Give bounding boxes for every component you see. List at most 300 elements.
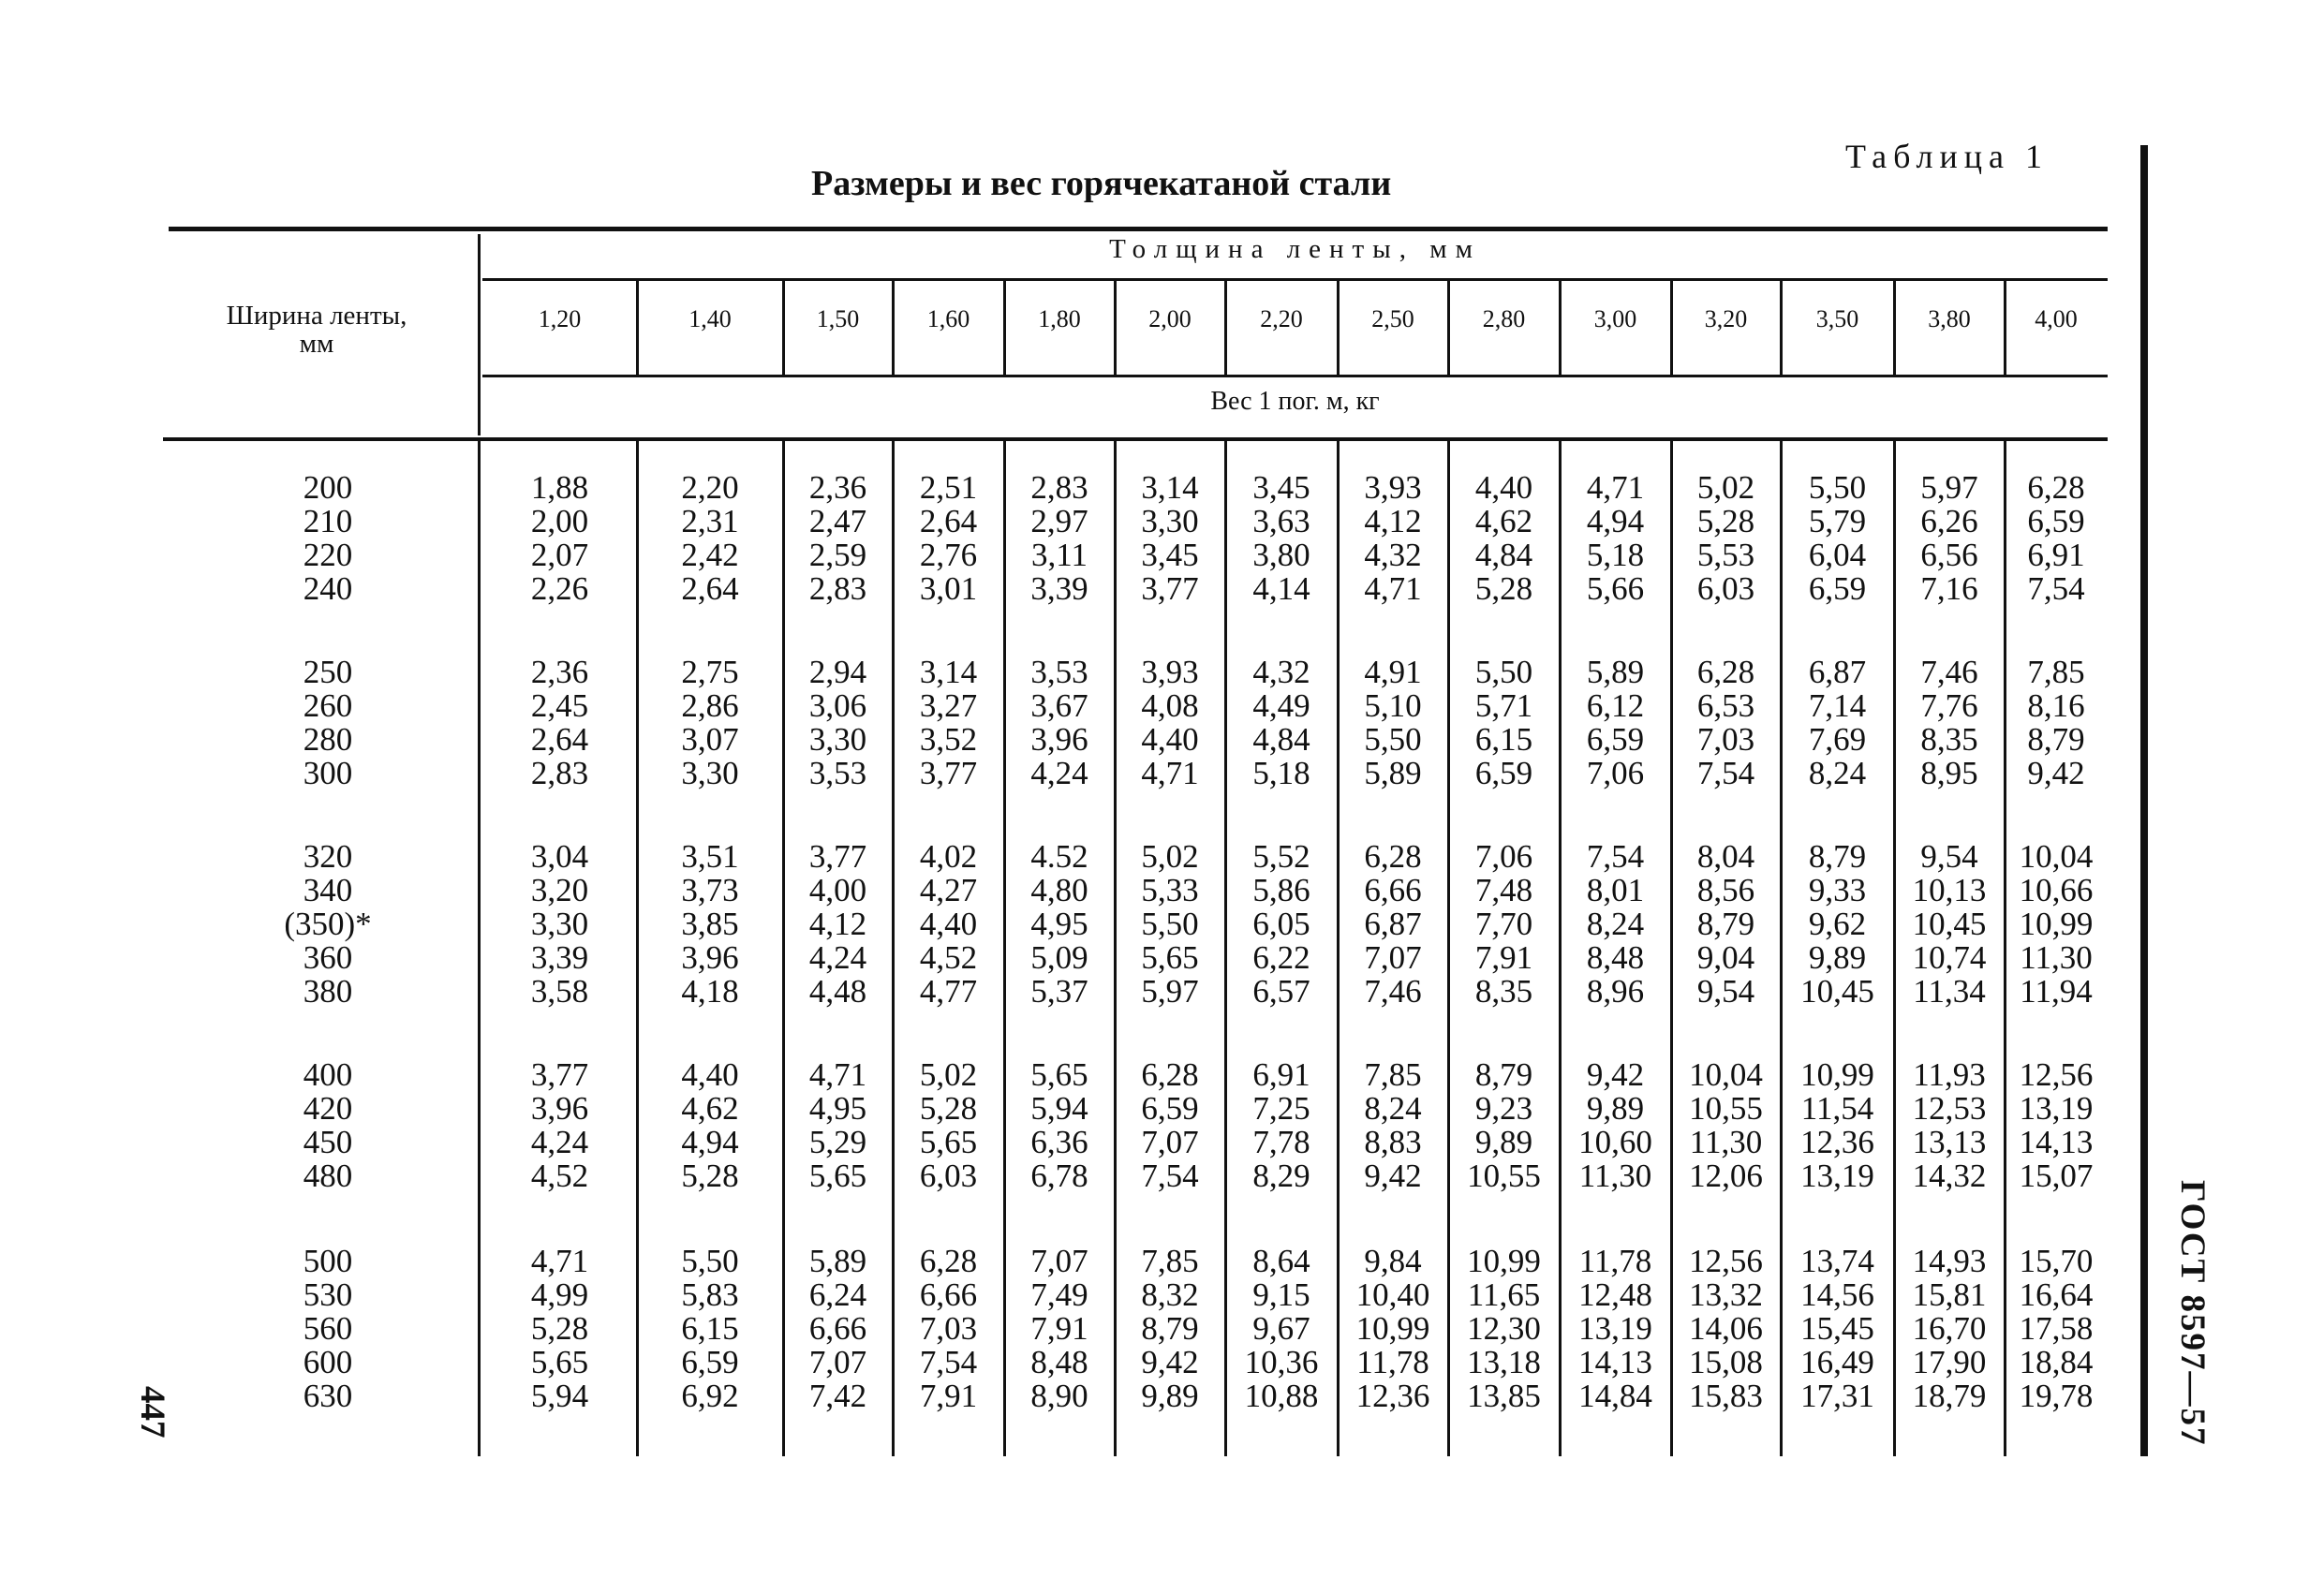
weight-value: 4,32 <box>1252 654 1310 690</box>
page-number: 447 <box>133 1386 171 1438</box>
weight-value: 6,28 <box>1696 654 1755 690</box>
weight-value: 6,12 <box>1586 687 1645 724</box>
body-column-rule <box>636 440 639 1456</box>
weight-value: 6,91 <box>2027 537 2085 573</box>
body-column-rule <box>1224 440 1227 1456</box>
weight-value: 6,59 <box>2027 503 2085 539</box>
weight-value: 2,36 <box>530 654 589 690</box>
thickness-cell: 1,60 <box>926 305 970 332</box>
weight-value: 7,70 <box>1474 906 1533 942</box>
width-value: 260 <box>303 687 353 724</box>
weight-value: 9,15 <box>1252 1276 1310 1313</box>
weight-value: 9,54 <box>1696 973 1755 1010</box>
weight-value: 6,92 <box>681 1378 739 1414</box>
weight-value: 11,30 <box>1689 1124 1763 1160</box>
weight-value: 6,59 <box>1808 570 1867 607</box>
weight-value: 13,32 <box>1689 1276 1763 1313</box>
header-column-rule <box>1114 281 1117 375</box>
weight-value: 14,13 <box>1578 1344 1652 1380</box>
weight-value: 4,00 <box>808 872 867 908</box>
thickness-cell: 1,50 <box>816 305 860 332</box>
weight-value: 16,70 <box>1912 1310 1987 1347</box>
weight-value: 10,04 <box>1689 1056 1763 1093</box>
header-mid-rule <box>482 278 2108 281</box>
weight-value: 5,94 <box>530 1378 589 1414</box>
weight-value: 8,90 <box>1030 1378 1088 1414</box>
weight-value: 6,56 <box>1920 537 1978 573</box>
thickness-cell: 4,00 <box>2035 305 2078 332</box>
weight-value: 8,24 <box>1364 1090 1422 1127</box>
weight-value: 6,28 <box>1141 1056 1199 1093</box>
weight-value: 10,13 <box>1912 872 1987 908</box>
weight-value: 2,83 <box>530 755 589 791</box>
weight-value: 8,35 <box>1474 973 1533 1010</box>
weight-value: 7,46 <box>1364 973 1422 1010</box>
weight-value: 5,97 <box>1141 973 1199 1010</box>
weight-value: 4,52 <box>919 939 978 976</box>
weight-value: 6,91 <box>1252 1056 1310 1093</box>
weight-value: 3,07 <box>681 721 739 758</box>
weight-value: 5,83 <box>681 1276 739 1313</box>
weight-value: 2,94 <box>808 654 867 690</box>
weight-value: 4,49 <box>1252 687 1310 724</box>
weight-value: 6,28 <box>2027 469 2085 506</box>
weight-value: 3,27 <box>919 687 978 724</box>
weight-value: 13,18 <box>1467 1344 1541 1380</box>
thickness-cell: 2,80 <box>1482 305 1526 332</box>
weight-value: 5,28 <box>1474 570 1533 607</box>
weight-value: 14,56 <box>1800 1276 1874 1313</box>
weight-value: 10,40 <box>1355 1276 1430 1313</box>
weight-value: 5,66 <box>1586 570 1645 607</box>
weight-value: 5,79 <box>1808 503 1867 539</box>
weight-value: 5,65 <box>919 1124 978 1160</box>
weight-value: 8,04 <box>1696 838 1755 875</box>
weight-value: 6,53 <box>1696 687 1755 724</box>
weight-value: 4,99 <box>530 1276 589 1313</box>
weight-value: 11,54 <box>1800 1090 1874 1127</box>
weight-value: 5,28 <box>681 1158 739 1194</box>
weight-value: 3,39 <box>1030 570 1088 607</box>
weight-value: 5,65 <box>530 1344 589 1380</box>
weight-value: 2,26 <box>530 570 589 607</box>
weight-value: 3,77 <box>808 838 867 875</box>
weight-value: 7,03 <box>919 1310 978 1347</box>
weight-value: 6,87 <box>1808 654 1867 690</box>
weight-value: 3,30 <box>530 906 589 942</box>
weight-value: 4,48 <box>808 973 867 1010</box>
weight-value: 4,24 <box>808 939 867 976</box>
weight-value: 17,31 <box>1800 1378 1874 1414</box>
thickness-cell: 2,00 <box>1148 305 1192 332</box>
weight-value: 9,89 <box>1141 1378 1199 1414</box>
weight-value: 6,03 <box>1696 570 1755 607</box>
weight-value: 10,99 <box>2019 906 2094 942</box>
width-value: 220 <box>303 537 353 573</box>
weight-value: 3,96 <box>530 1090 589 1127</box>
weight-value: 5,50 <box>1474 654 1533 690</box>
weight-value: 3,63 <box>1252 503 1310 539</box>
weight-value: 5,10 <box>1364 687 1422 724</box>
weight-value: 7,07 <box>1364 939 1422 976</box>
weight-value: 12,48 <box>1578 1276 1652 1313</box>
gost-code: ГОСТ 8597—57 <box>2173 1180 2212 1447</box>
weight-value: 4,71 <box>1141 755 1199 791</box>
weight-value: 6,59 <box>1141 1090 1199 1127</box>
weight-value: 4,62 <box>681 1090 739 1127</box>
weight-value: 9,23 <box>1474 1090 1533 1127</box>
weight-value: 5,65 <box>1030 1056 1088 1093</box>
weight-value: 3,52 <box>919 721 978 758</box>
weight-value: 14,93 <box>1912 1243 1987 1279</box>
weight-value: 3,96 <box>681 939 739 976</box>
width-value: 480 <box>303 1158 353 1194</box>
weight-value: 7,54 <box>1696 755 1755 791</box>
weight-value: 5,29 <box>808 1124 867 1160</box>
thickness-cell: 2,50 <box>1371 305 1414 332</box>
weight-value: 6,28 <box>1364 838 1422 875</box>
width-value: 300 <box>303 755 353 791</box>
width-value: 250 <box>303 654 353 690</box>
weight-value: 3,30 <box>681 755 739 791</box>
weight-value: 4,71 <box>808 1056 867 1093</box>
width-value: 340 <box>303 872 353 908</box>
weight-value: 14,13 <box>2019 1124 2094 1160</box>
weight-value: 11,78 <box>1578 1243 1652 1279</box>
weight-value: 4,12 <box>808 906 867 942</box>
weight-value: 10,74 <box>1912 939 1987 976</box>
weight-value: 8,29 <box>1252 1158 1310 1194</box>
weight-value: 7,54 <box>1586 838 1645 875</box>
weight-value: 2,00 <box>530 503 589 539</box>
weight-value: 7,06 <box>1474 838 1533 875</box>
weight-value: 12,06 <box>1689 1158 1763 1194</box>
weight-value: 2,75 <box>681 654 739 690</box>
weight-value: 9,84 <box>1364 1243 1422 1279</box>
weight-value: 14,84 <box>1578 1378 1652 1414</box>
weight-value: 8,01 <box>1586 872 1645 908</box>
weight-value: 9,89 <box>1474 1124 1533 1160</box>
weight-value: 7,48 <box>1474 872 1533 908</box>
header-column-rule <box>636 281 639 375</box>
weight-value: 15,83 <box>1689 1378 1763 1414</box>
width-value: 600 <box>303 1344 353 1380</box>
weight-value: 3,06 <box>808 687 867 724</box>
weight-value: 2,07 <box>530 537 589 573</box>
header-column-rule <box>892 281 895 375</box>
weight-value: 5,94 <box>1030 1090 1088 1127</box>
weight-value: 10,55 <box>1467 1158 1541 1194</box>
body-column-rule <box>1447 440 1450 1456</box>
header-divider <box>478 234 481 435</box>
weight-value: 4,94 <box>681 1124 739 1160</box>
weight-value: 4,77 <box>919 973 978 1010</box>
weight-value: 5,09 <box>1030 939 1088 976</box>
weight-value: 5,28 <box>919 1090 978 1127</box>
weight-value: 4,08 <box>1141 687 1199 724</box>
weight-value: 9,42 <box>1364 1158 1422 1194</box>
weight-value: 3,45 <box>1252 469 1310 506</box>
weight-value: 8,64 <box>1252 1243 1310 1279</box>
weight-value: 5,71 <box>1474 687 1533 724</box>
header-column-rule <box>1780 281 1783 375</box>
width-value: 560 <box>303 1310 353 1347</box>
weight-value: 16,64 <box>2019 1276 2094 1313</box>
body-column-rule <box>1780 440 1783 1456</box>
thickness-cell: 2,20 <box>1260 305 1303 332</box>
weight-value: 5,89 <box>808 1243 867 1279</box>
weight-value: 10,45 <box>1912 906 1987 942</box>
weight-value: 7,03 <box>1696 721 1755 758</box>
width-value: 530 <box>303 1276 353 1313</box>
weight-value: 14,32 <box>1912 1158 1987 1194</box>
weight-value: 8,32 <box>1141 1276 1199 1313</box>
weight-value: 8,48 <box>1586 939 1645 976</box>
weight-value: 8,79 <box>1474 1056 1533 1093</box>
body-column-rule <box>1559 440 1562 1456</box>
weight-value: 6,28 <box>919 1243 978 1279</box>
weight-value: 4,62 <box>1474 503 1533 539</box>
weight-value: 10,99 <box>1800 1056 1874 1093</box>
thickness-cell: 3,80 <box>1928 305 1971 332</box>
weight-value: 10,60 <box>1578 1124 1652 1160</box>
weight-value: 7,91 <box>919 1378 978 1414</box>
weight-value: 11,78 <box>1356 1344 1429 1380</box>
weight-value: 10,88 <box>1244 1378 1319 1414</box>
weight-value: 8,96 <box>1586 973 1645 1010</box>
thickness-cell: 1,20 <box>538 305 582 332</box>
weight-value: 13,19 <box>1578 1310 1652 1347</box>
weight-value: 5,50 <box>1141 906 1199 942</box>
body-column-rule <box>2004 440 2006 1456</box>
weight-value: 3,85 <box>681 906 739 942</box>
weight-value: 5,89 <box>1586 654 1645 690</box>
body-column-rule <box>782 440 785 1456</box>
weight-value: 12,56 <box>2019 1056 2094 1093</box>
width-value: (350)* <box>284 906 372 942</box>
weight-value: 4,95 <box>808 1090 867 1127</box>
weight-value: 8,79 <box>1696 906 1755 942</box>
weight-value: 4,12 <box>1364 503 1422 539</box>
weight-value: 5,65 <box>1141 939 1199 976</box>
weight-value: 3,77 <box>1141 570 1199 607</box>
weight-value: 5,50 <box>1808 469 1867 506</box>
weight-value: 3,30 <box>1141 503 1199 539</box>
weight-value: 2,47 <box>808 503 867 539</box>
weight-value: 4,14 <box>1252 570 1310 607</box>
weight-value: 9,89 <box>1586 1090 1645 1127</box>
weight-value: 10,36 <box>1244 1344 1319 1380</box>
weight-value: 13,19 <box>1800 1158 1874 1194</box>
weight-value: 4,94 <box>1586 503 1645 539</box>
width-value: 500 <box>303 1243 353 1279</box>
weight-value: 6,05 <box>1252 906 1310 942</box>
header-top-rule <box>169 227 2108 231</box>
weight-value: 13,19 <box>2019 1090 2094 1127</box>
weight-value: 3,77 <box>530 1056 589 1093</box>
weight-value: 13,85 <box>1467 1378 1541 1414</box>
weight-value: 9,42 <box>2027 755 2085 791</box>
weight-value: 4,18 <box>681 973 739 1010</box>
weight-value: 3,45 <box>1141 537 1199 573</box>
header-thickness-rule <box>482 375 2108 377</box>
thickness-cell: 1,40 <box>688 305 732 332</box>
weight-value: 7,07 <box>1030 1243 1088 1279</box>
weight-value: 8,79 <box>2027 721 2085 758</box>
weight-value: 15,70 <box>2019 1243 2094 1279</box>
body-column-rule <box>1670 440 1673 1456</box>
weight-value: 6,57 <box>1252 973 1310 1010</box>
weight-value: 3,93 <box>1141 654 1199 690</box>
weight-value: 7,54 <box>2027 570 2085 607</box>
weight-value: 11,93 <box>1913 1056 1986 1093</box>
weight-value: 7,46 <box>1920 654 1978 690</box>
weight-value: 10,55 <box>1689 1090 1763 1127</box>
weight-value: 7,69 <box>1808 721 1867 758</box>
weight-value: 13,13 <box>1912 1124 1987 1160</box>
weight-value: 8,56 <box>1696 872 1755 908</box>
weight-value: 2,86 <box>681 687 739 724</box>
weight-value: 7,85 <box>1364 1056 1422 1093</box>
weight-value: 16,49 <box>1800 1344 1874 1380</box>
weight-value: 5,86 <box>1252 872 1310 908</box>
weight-value: 8,79 <box>1141 1310 1199 1347</box>
thickness-cell: 3,50 <box>1815 305 1859 332</box>
width-value: 280 <box>303 721 353 758</box>
weight-value: 7,16 <box>1920 570 1978 607</box>
weight-value: 19,78 <box>2019 1378 2094 1414</box>
weight-value: 9,54 <box>1920 838 1978 875</box>
width-value: 450 <box>303 1124 353 1160</box>
weight-value: 14,06 <box>1689 1310 1763 1347</box>
weight-value: 3,96 <box>1030 721 1088 758</box>
weight-value: 7,14 <box>1808 687 1867 724</box>
weight-value: 8,79 <box>1808 838 1867 875</box>
header-column-rule <box>1337 281 1340 375</box>
weight-value: 7,85 <box>2027 654 2085 690</box>
header-column-rule <box>782 281 785 375</box>
weight-value: 4,52 <box>530 1158 589 1194</box>
weight-value: 17,90 <box>1912 1344 1987 1380</box>
weight-value: 3,51 <box>681 838 739 875</box>
weight-value: 6,59 <box>1586 721 1645 758</box>
weight-value: 2,76 <box>919 537 978 573</box>
weight-value: 5,33 <box>1141 872 1199 908</box>
weight-value: 9,42 <box>1141 1344 1199 1380</box>
weight-value: 5,52 <box>1252 838 1310 875</box>
width-value: 200 <box>303 469 353 506</box>
body-column-rule <box>892 440 895 1456</box>
body-width-rule <box>478 440 481 1456</box>
weight-value: 9,62 <box>1808 906 1867 942</box>
weight-value: 6,22 <box>1252 939 1310 976</box>
weight-value: 3,77 <box>919 755 978 791</box>
weight-value: 5,97 <box>1920 469 1978 506</box>
weight-value: 7,85 <box>1141 1243 1199 1279</box>
weight-value: 4,84 <box>1252 721 1310 758</box>
width-value: 420 <box>303 1090 353 1127</box>
weight-value: 3,67 <box>1030 687 1088 724</box>
weight-value: 2,45 <box>530 687 589 724</box>
width-value: 360 <box>303 939 353 976</box>
weight-value: 4,71 <box>1586 469 1645 506</box>
weight-value: 8,24 <box>1808 755 1867 791</box>
weight-value: 2,31 <box>681 503 739 539</box>
weight-value: 7,78 <box>1252 1124 1310 1160</box>
weight-value: 6,66 <box>808 1310 867 1347</box>
weight-value: 5,02 <box>919 1056 978 1093</box>
body-column-rule <box>1337 440 1340 1456</box>
weight-value: 10,66 <box>2019 872 2094 908</box>
weight-value: 11,65 <box>1467 1276 1541 1313</box>
weight-value: 12,53 <box>1912 1090 1987 1127</box>
weight-value: 7,07 <box>808 1344 867 1380</box>
weight-value: 6,24 <box>808 1276 867 1313</box>
weight-value: 3,58 <box>530 973 589 1010</box>
weight-value: 5,65 <box>808 1158 867 1194</box>
weight-value: 2,64 <box>681 570 739 607</box>
weight-value: 6,78 <box>1030 1158 1088 1194</box>
weight-value: 3,53 <box>808 755 867 791</box>
weight-value: 4,95 <box>1030 906 1088 942</box>
thickness-cell: 3,20 <box>1704 305 1748 332</box>
weight-value: 3,39 <box>530 939 589 976</box>
weight-value: 2,83 <box>808 570 867 607</box>
weight-value: 7,91 <box>1474 939 1533 976</box>
weight-value: 6,59 <box>681 1344 739 1380</box>
weight-value: 11,34 <box>1913 973 1986 1010</box>
weight-value: 10,99 <box>1467 1243 1541 1279</box>
header-column-rule <box>1893 281 1896 375</box>
weight-value: 9,89 <box>1808 939 1867 976</box>
weight-value: 5,18 <box>1252 755 1310 791</box>
header-column-rule <box>1559 281 1562 375</box>
weight-value: 11,94 <box>2020 973 2093 1010</box>
weight-value: 11,30 <box>2020 939 2093 976</box>
weight-value: 7,07 <box>1141 1124 1199 1160</box>
width-header-label: Ширина ленты, мм <box>226 301 407 359</box>
width-value: 240 <box>303 570 353 607</box>
weight-value: 18,84 <box>2019 1344 2094 1380</box>
table-title: Размеры и вес горячекатаной стали <box>811 164 1392 203</box>
weight-value: 2,51 <box>919 469 978 506</box>
weight-value: 5,37 <box>1030 973 1088 1010</box>
weight-value: 5,50 <box>681 1243 739 1279</box>
body-column-rule <box>1003 440 1006 1456</box>
weight-value: 5,02 <box>1696 469 1755 506</box>
width-header <box>176 302 457 358</box>
table-caption: Таблица 1 <box>1845 138 2049 175</box>
thickness-cell: 3,00 <box>1593 305 1637 332</box>
weight-value: 9,33 <box>1808 872 1867 908</box>
header-column-rule <box>1670 281 1673 375</box>
weight-value: 4,40 <box>681 1056 739 1093</box>
width-value: 630 <box>303 1378 353 1414</box>
weight-value: 2,59 <box>808 537 867 573</box>
weight-value: 5,02 <box>1141 838 1199 875</box>
weight-value: 4,24 <box>1030 755 1088 791</box>
weight-value: 10,45 <box>1800 973 1874 1010</box>
weight-value: 4,40 <box>1474 469 1533 506</box>
thickness-cell: 1,80 <box>1038 305 1081 332</box>
weight-value: 8,95 <box>1920 755 1978 791</box>
weight-value: 2,97 <box>1030 503 1088 539</box>
weight-value: 1,88 <box>530 469 589 506</box>
weight-value: 3,11 <box>1031 537 1088 573</box>
weight-value: 11,30 <box>1578 1158 1652 1194</box>
weight-value: 3,53 <box>1030 654 1088 690</box>
weight-value: 4,40 <box>919 906 978 942</box>
